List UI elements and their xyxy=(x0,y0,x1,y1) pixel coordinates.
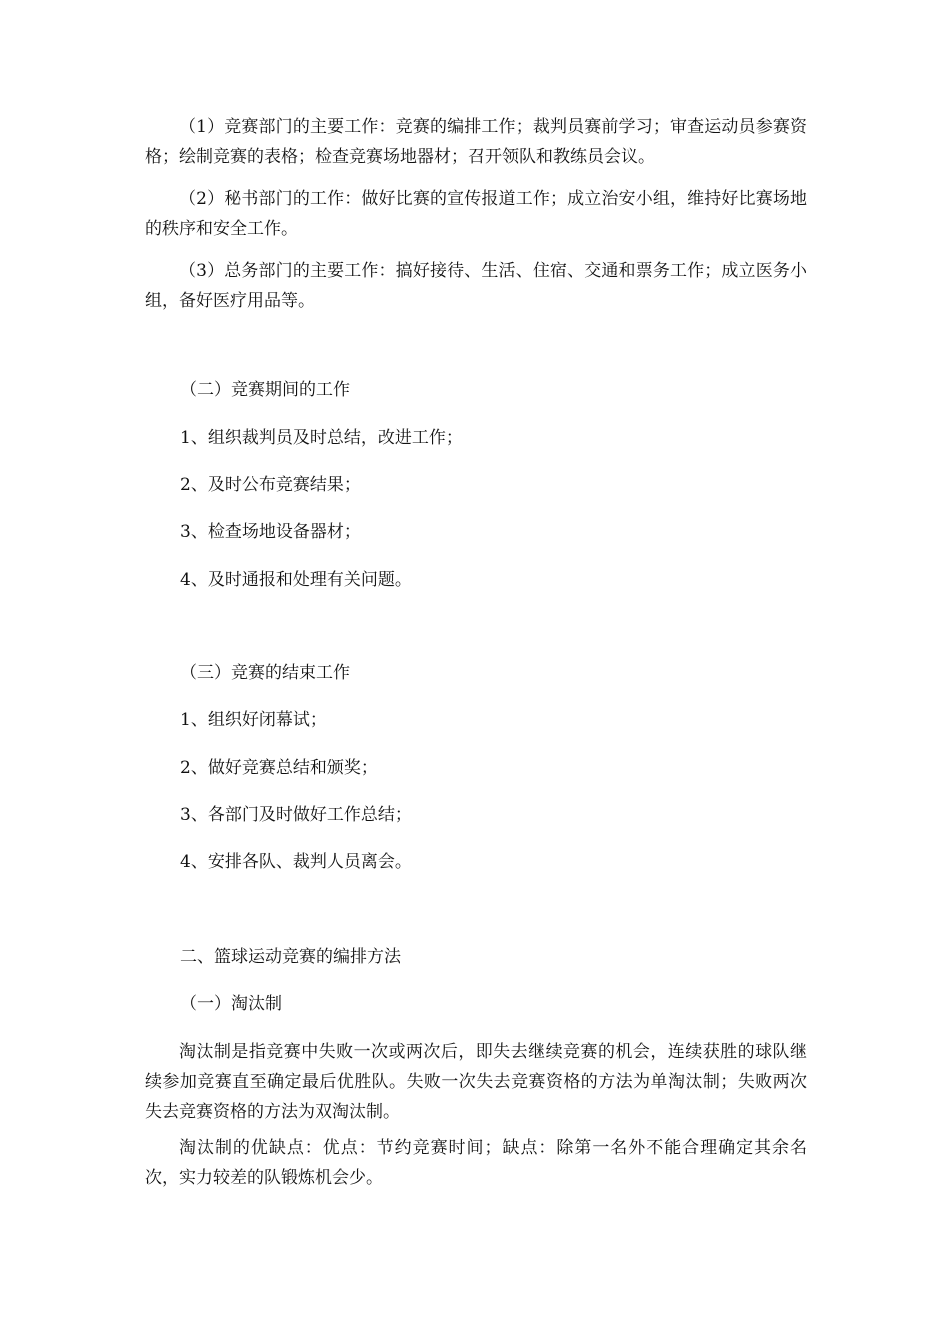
heading-elimination-system: （一）淘汰制 xyxy=(180,994,282,1014)
list-item: 1、组织裁判员及时总结，改进工作； xyxy=(180,428,463,448)
paragraph-elimination-definition: 淘汰制是指竞赛中失败一次或两次后，即失去继续竞赛的机会，连续获胜的球队继续参加竞赛直至确定最后优胜队。失败一次失去竞赛资格的方法为单淘汰制；失败两次失去竞赛资格的方法为双淘汰制。 xyxy=(145,1042,807,1122)
heading-scheduling-methods: 二、篮球运动竞赛的编排方法 xyxy=(180,947,401,967)
paragraph-competition-dept: （1）竞赛部门的主要工作：竞赛的编排工作；裁判员赛前学习；审查运动员参赛资格；绘制竞赛的表格；检查竞赛场地器材；召开领队和教练员会议。 xyxy=(145,117,807,167)
list-item: 2、做好竞赛总结和颁奖； xyxy=(180,758,378,778)
list-item: 3、检查场地设备器材； xyxy=(180,522,361,542)
list-item: 1、组织好闭幕试； xyxy=(180,710,327,730)
heading-end-of-competition: （三）竞赛的结束工作 xyxy=(180,663,350,683)
list-item: 3、各部门及时做好工作总结； xyxy=(180,805,412,825)
paragraph-elimination-pros-cons: 淘汰制的优缺点：优点：节约竞赛时间；缺点：除第一名外不能合理确定其余名次，实力较差的队锻炼机会少。 xyxy=(145,1138,807,1188)
list-item: 4、安排各队、裁判人员离会。 xyxy=(180,852,412,872)
heading-during-competition: （二）竞赛期间的工作 xyxy=(180,380,350,400)
list-item: 2、及时公布竞赛结果； xyxy=(180,475,361,495)
paragraph-general-affairs-dept: （3）总务部门的主要工作：搞好接待、生活、住宿、交通和票务工作；成立医务小组，备好医疗用品等。 xyxy=(145,261,807,311)
paragraph-secretary-dept: （2）秘书部门的工作：做好比赛的宣传报道工作；成立治安小组，维持好比赛场地的秩序和安全工作。 xyxy=(145,189,807,239)
list-item: 4、及时通报和处理有关问题。 xyxy=(180,570,412,590)
